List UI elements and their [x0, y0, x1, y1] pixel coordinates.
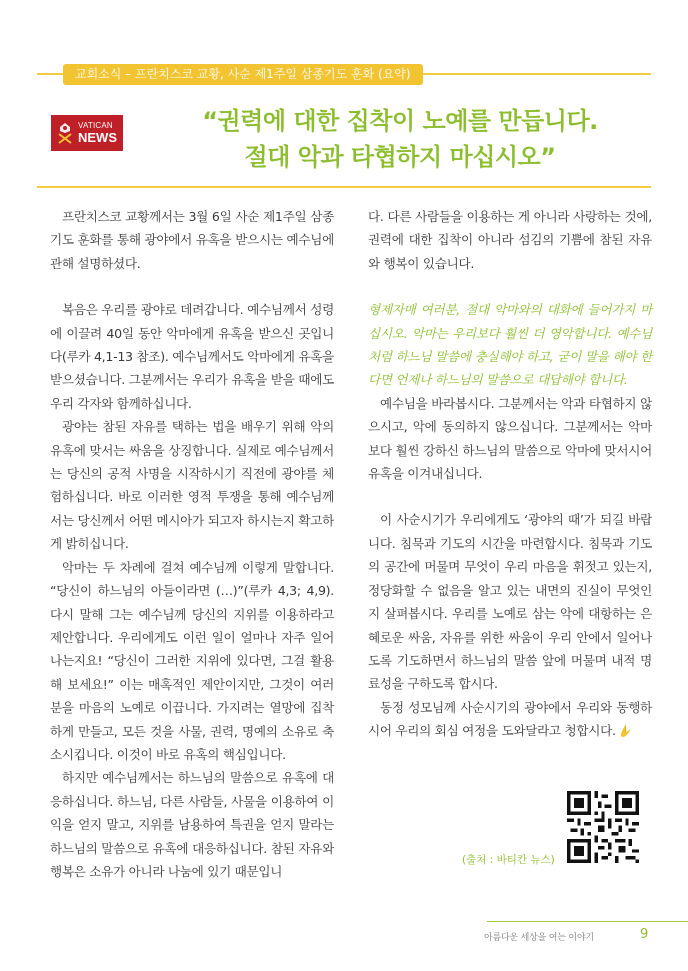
left-column [50, 205, 334, 883]
body-paragraph: 다. 다른 사람들을 이용하는 게 아니라 사랑하는 것에, 권력에 대한 집착이 아니라 섬김의 기쁨에 참된 자유와 행복이 있습니다. [368, 209, 652, 271]
headline-line-1: “권력에 대한 집착이 노예를 만듭니다. [202, 107, 598, 135]
logo-news-text: NEWS [78, 130, 117, 145]
qr-code[interactable] [567, 791, 639, 863]
section-badge: 교회소식 – 프란치스코 교황, 사순 제1주일 삼종기도 훈화 (요약) [63, 64, 423, 85]
vatican-news-logo [51, 115, 123, 151]
headline [140, 103, 660, 175]
closing-paragraph [368, 696, 652, 743]
logo-vatican-text: VATICAN [78, 121, 113, 130]
body-paragraph: 악마는 두 차례에 걸쳐 예수님께 이렇게 말합니다. “당신이 하느님의 아들이라면 (…)”(루카 4,3; 4,9). 다시 말해 그는 예수님께 당신의 지위를 이용하라고 제안합니다. 우리에게도 이런 일이 얼마나 자주 일어나는지요! “당신이 그러한 지위에 있다면, 그걸 활용해 보세요!” 이는 매혹적인 제안이지만, 그것이 여러분을 마음의 노예로 이끕니다. 가지려는 열망에 집착하게 만들고, 모든 것을 사물, 권력, 명예의 소유로 축소시킵니다. 이것이 바로 유혹의 핵심입니다. [50, 559, 334, 762]
quote-paragraph: 형제자매 여러분, 절대 악마와의 대화에 들어가지 마십시오. 악마는 우리보다 훨씬 더 영악합니다. 예수님처럼 하느님 말씀에 충실해야 하고, 굳이 말을 해야 한다면 언제나 하느님의 말씀으로 대답해야 합니다. [368, 302, 652, 388]
divider-rule [37, 186, 651, 188]
intro-paragraph: 프란치스코 교황께서는 3월 6일 사순 제1주일 삼종기도 훈화를 통해 광야에서 유혹을 받으시는 예수님에 관해 설명하셨다. [50, 209, 334, 271]
footer-rule [487, 921, 688, 922]
source-credit: (출처 : 바티칸 뉴스) [462, 854, 555, 866]
right-column [368, 205, 652, 743]
footer-tagline: 아름다운 세상을 여는 이야기 [484, 933, 594, 943]
headline-line-2: 절대 악과 타협하지 마십시오” [244, 143, 556, 171]
body-paragraph: 이 사순시기가 우리에게도 ‘광야의 때’가 되길 바랍니다. 침묵과 기도의 시간을 마련합시다. 침묵과 기도의 공간에 머물며 무엇이 우리 마음을 휘젓고 있는지, 정당화할 수 없음을 알고 있는 내면의 진실이 무엇인지 살펴봅시다. 우리를 노예로 삼는 악에 대항하는 은혜로운 싸움, 자유를 위한 싸움이 우리 안에서 일어나도록 기도하면서 하느님의 말씀 앞에 머물며 내적 명료성을 구하도록 합시다. [368, 512, 652, 692]
crossed-keys-icon [55, 121, 75, 145]
body-paragraph: 광야는 참된 자유를 택하는 법을 배우기 위해 악의 유혹에 맞서는 싸움을 상징합니다. 실제로 예수님께서는 당신의 공적 사명을 시작하시기 직전에 광야를 체험하십니다. 바로 이러한 영적 투쟁을 통해 예수님께서는 당신께서 어떤 메시아가 되고자 하시는지 확고하게 밝히십니다. [50, 419, 334, 552]
praying-hands-icon [618, 723, 633, 738]
page-number: 9 [640, 927, 649, 942]
body-paragraph: 복음은 우리를 광야로 데려갑니다. 예수님께서 성령에 이끌려 40일 동안 악마에게 유혹을 받으신 곳입니다(루카 4,1-13 참조). 예수님께서도 악마에게 유혹을 받으셨습니다. 그분께서는 우리가 유혹을 받을 때에도 우리 각자와 함께하십니다. [50, 302, 334, 411]
body-paragraph: 예수님을 바라봅시다. 그분께서는 악과 타협하지 않으시고, 악에 동의하지 않으십니다. 그분께서는 악마보다 훨씬 강하신 하느님의 말씀으로 악마에 맞서시어 유혹을 이겨내십니다. [368, 395, 652, 482]
closing-text: 동정 성모님께 사순시기의 광야에서 우리와 동행하시어 우리의 회심 여정을 도와달라고 청합시다. [368, 699, 652, 739]
body-paragraph: 하지만 예수님께서는 하느님의 말씀으로 유혹에 대응하십니다. 하느님, 다른 사람들, 사물을 이용하여 이익을 얻지 말고, 지위를 남용하여 특권을 얻지 말라는 하느님의 말씀으로 유혹에 대응하십니다. 참된 자유와 행복은 소유가 아니라 나눔에 있기 때문입니 [50, 770, 334, 879]
